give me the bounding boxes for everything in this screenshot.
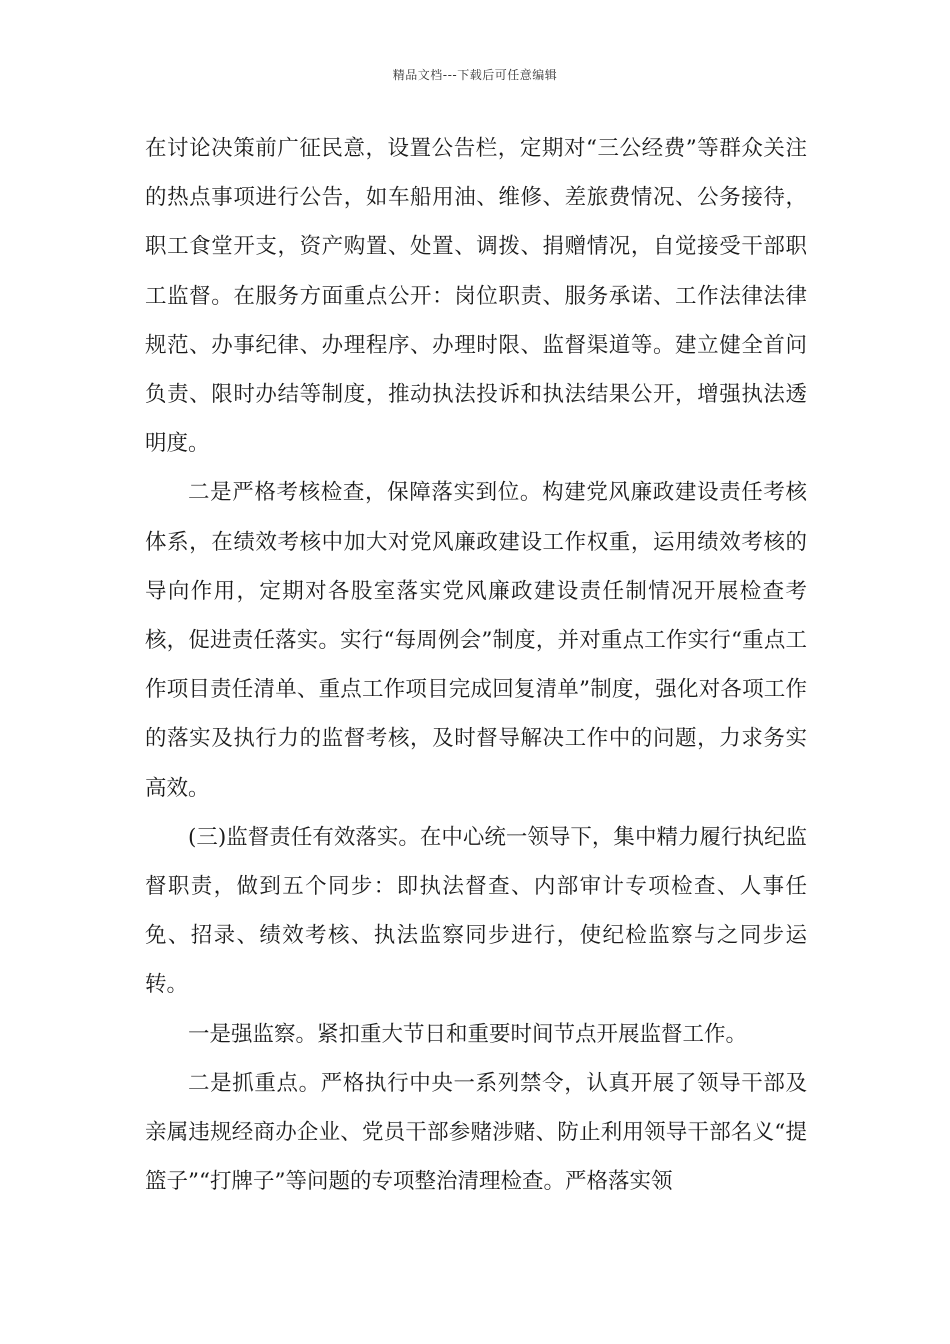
paragraph-1: 在讨论决策前广征民意，设置公告栏，定期对“三公经费”等群众关注的热点事项进行公告，如车船用油、维修、差旅费情况、公务接待，职工食堂开支，资产购置、处置、调拨、捐赠情况，自觉接受干部职工监督。在服务方面重点公开：岗位职责、服务承诺、工作法律法律规范、办事纪律、办理程序、办理时限、监督渠道等。建立健全首问负责、限时办结等制度，推动执法投诉和执法结果公开，增强执法透明度。 xyxy=(145,136,807,457)
page-header: 精品文档---下载后可任意编辑 xyxy=(392,68,558,82)
paragraph-2: 二是严格考核检查，保障落实到位。构建党风廉政建设责任考核体系，在绩效考核中加大对党风廉政建设工作权重，运用绩效考核的导向作用，定期对各股室落实党风廉政建设责任制情况开展检查考核，促进责任落实。实行“每周例会”制度，并对重点工作实行“重点工作项目责任清单、重点工作项目完成回复清单”制度，强化对各项工作的落实及执行力的监督考核，及时督导解决工作中的问题，力求务实高效。 xyxy=(145,480,807,801)
paragraph-5: 二是抓重点。严格执行中央一系列禁令，认真开展了领导干部及亲属违规经商办企业、党员干部参赌涉赌、防止利用领导干部名义“提篮子”“打牌子”等问题的专项整治清理检查。严格落实领 xyxy=(145,1070,807,1195)
paragraph-3: (三)监督责任有效落实。在中心统一领导下，集中精力履行执纪监督职责，做到五个同步：即执法督查、内部审计专项检查、人事任免、招录、绩效考核、执法监察同步进行，使纪检监察与之同步运转。 xyxy=(145,824,807,998)
document-body xyxy=(145,124,807,1206)
paragraph-4: 一是强监察。紧扣重大节日和重要时间节点开展监督工作。 xyxy=(188,1021,748,1047)
